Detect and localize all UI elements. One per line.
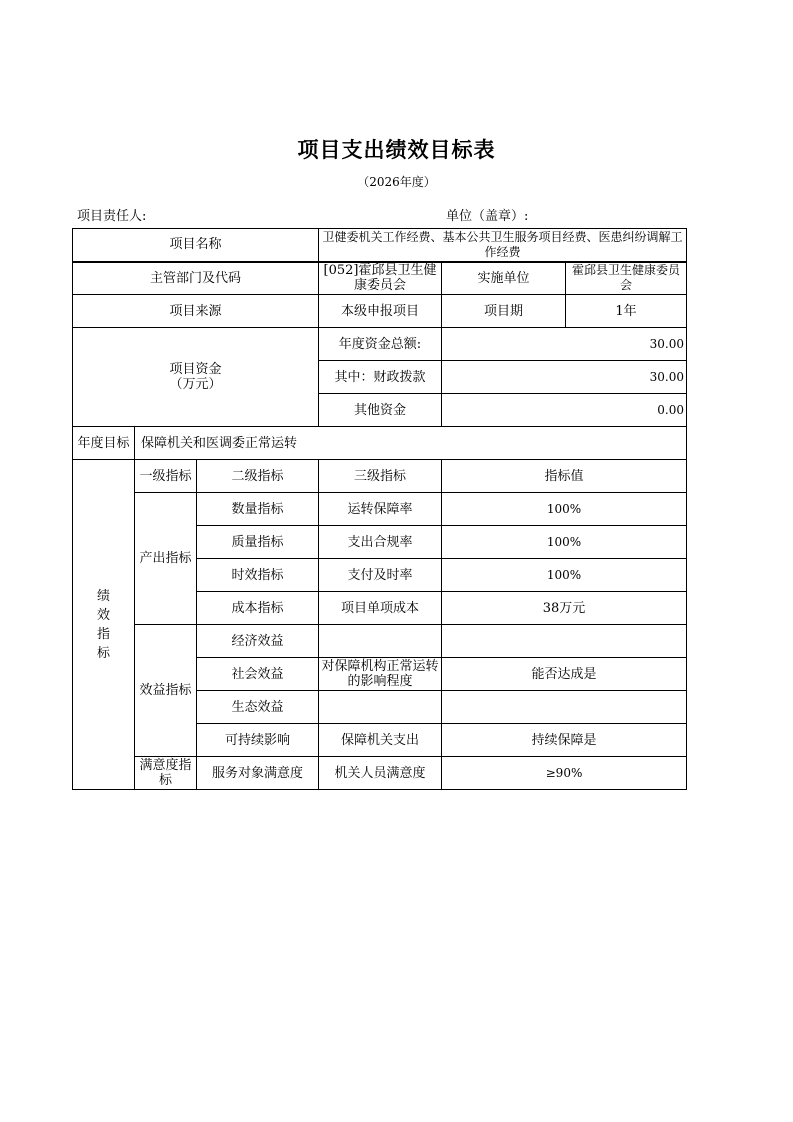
unit-label: 单位（盖章）:: [446, 209, 529, 224]
eco-label: 生态效益: [197, 691, 319, 724]
fund-other-label: 其他资金: [319, 394, 442, 427]
cost-val: 38万元: [442, 592, 687, 625]
sustain-l3: 保障机关支出: [319, 724, 442, 757]
eco-val: [442, 691, 687, 724]
indicators-section-label: [73, 460, 135, 790]
dept-label: 主管部门及代码: [73, 262, 319, 295]
fund-total-value: 30.00: [442, 328, 687, 361]
quantity-label: 数量指标: [197, 493, 319, 526]
economic-l3: [319, 625, 442, 658]
quantity-l3: 运转保障率: [319, 493, 442, 526]
fund-fiscal-value: 30.00: [442, 361, 687, 394]
cost-l3: 项目单项成本: [319, 592, 442, 625]
benefit-label: 效益指标: [135, 625, 197, 757]
quality-val: 100%: [442, 526, 687, 559]
sustain-label: 可持续影响: [197, 724, 319, 757]
col-level1: 一级指标: [135, 460, 197, 493]
output-label: 产出指标: [135, 493, 197, 625]
fund-unit: （万元）: [169, 377, 222, 392]
timeliness-l3: 支付及时率: [319, 559, 442, 592]
project-name-value: 卫健委机关工作经费、基本公共卫生服务项目经费、医患纠纷调解工作经费: [319, 229, 687, 262]
fund-label: 项目资金: [169, 362, 222, 377]
impl-value: 霍邱县卫生健康委员会: [566, 262, 687, 295]
quality-l3: 支出合规率: [319, 526, 442, 559]
page-title: 项目支出绩效目标表: [297, 138, 496, 162]
social-label: 社会效益: [197, 658, 319, 691]
impl-label: 实施单位: [442, 262, 566, 295]
year-label: （2026年度）: [357, 175, 436, 189]
fund-other-value: 0.00: [442, 394, 687, 427]
eco-l3: [319, 691, 442, 724]
col-level3: 三级指标: [319, 460, 442, 493]
economic-label: 经济效益: [197, 625, 319, 658]
economic-val: [442, 625, 687, 658]
goal-label: 年度目标: [73, 427, 135, 460]
satisfaction-l3: 机关人员满意度: [319, 757, 442, 790]
col-level2: 二级指标: [197, 460, 319, 493]
dept-value: [052]霍邱县卫生健康委员会: [319, 262, 442, 295]
satisfaction-label: 满意度指标: [135, 757, 197, 790]
project-name-label: 项目名称: [73, 229, 319, 262]
period-label: 项目期: [442, 295, 566, 328]
period-value: 1年: [566, 295, 687, 328]
social-val: 能否达成是: [442, 658, 687, 691]
fund-total-label: 年度资金总额:: [319, 328, 442, 361]
fund-label-cell: [73, 328, 319, 427]
satisfaction-l2: 服务对象满意度: [197, 757, 319, 790]
timeliness-label: 时效指标: [197, 559, 319, 592]
satisfaction-val: ≥90%: [442, 757, 687, 790]
source-label: 项目来源: [73, 295, 319, 328]
indicators-section-text: 绩效指标: [96, 588, 110, 661]
quantity-val: 100%: [442, 493, 687, 526]
source-value: 本级申报项目: [319, 295, 442, 328]
cost-label: 成本指标: [197, 592, 319, 625]
col-value: 指标值: [442, 460, 687, 493]
fund-fiscal-label: 其中：财政拨款: [319, 361, 442, 394]
quality-label: 质量指标: [197, 526, 319, 559]
sustain-val: 持续保障是: [442, 724, 687, 757]
responsible-label: 项目责任人:: [77, 209, 147, 224]
social-l3: 对保障机构正常运转的影响程度: [319, 658, 442, 691]
performance-table: [72, 228, 687, 790]
goal-value: 保障机关和医调委正常运转: [135, 427, 687, 460]
timeliness-val: 100%: [442, 559, 687, 592]
